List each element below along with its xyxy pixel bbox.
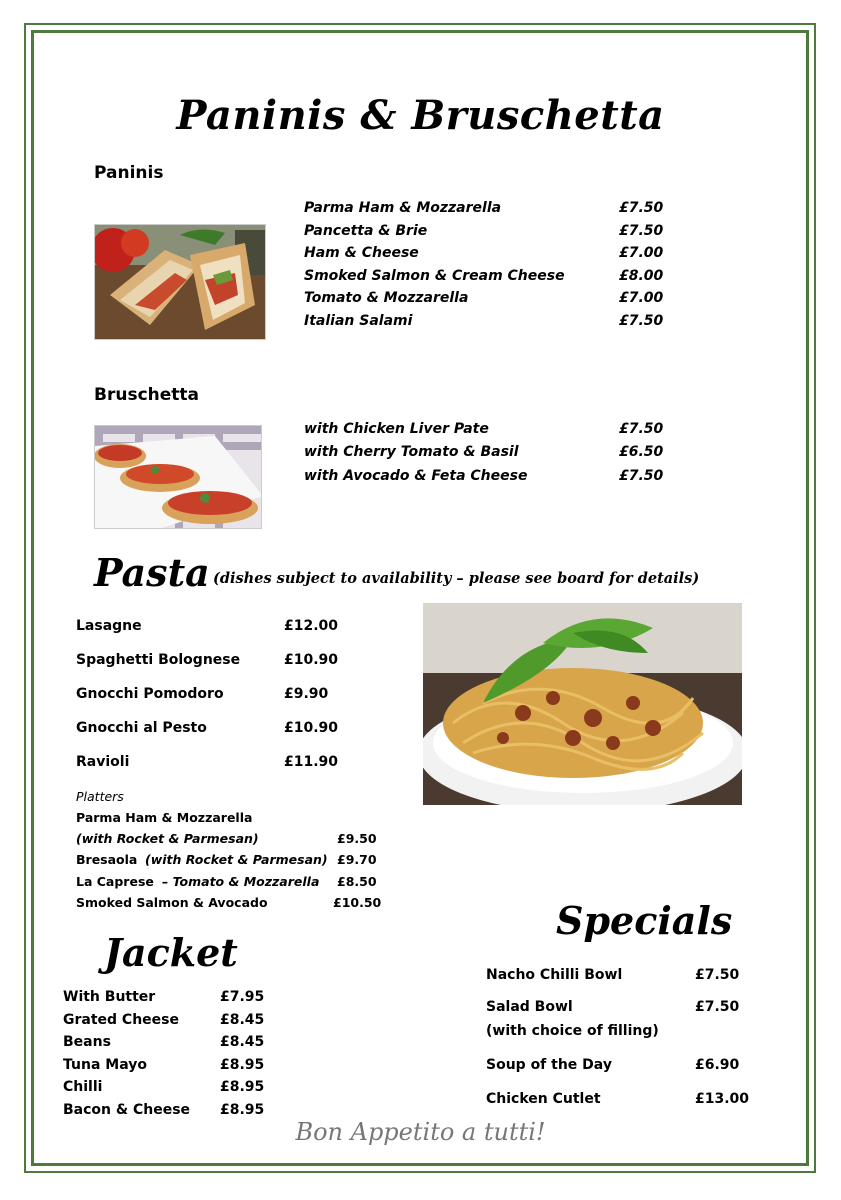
footer-tagline: Bon Appetito a tutti! xyxy=(295,1118,546,1146)
list-item: Chilli xyxy=(63,1079,103,1095)
list-item: Pancetta & Brie xyxy=(304,223,428,239)
list-item: Grated Cheese xyxy=(63,1012,179,1028)
pasta-note: (dishes subject to availability – please see board for details) xyxy=(213,570,700,587)
platter-item-price: £9.50 xyxy=(337,831,377,846)
platter-item-desc: – Tomato & Mozzarella xyxy=(162,874,320,889)
list-item-price: £7.00 xyxy=(619,290,664,306)
list-item: Smoked Salmon & Cream Cheese xyxy=(304,268,565,284)
specials-heading: Specials xyxy=(556,898,733,943)
platter-item-name: Parma Ham & Mozzarella xyxy=(76,810,253,825)
list-item: Spaghetti Bolognese xyxy=(76,652,241,668)
platters-heading: Platters xyxy=(76,789,124,804)
list-item: Nacho Chilli Bowl xyxy=(486,967,623,983)
platter-item-name: La Caprese xyxy=(76,874,154,889)
list-item-price: £7.95 xyxy=(220,989,265,1005)
page-title: Paninis & Bruschetta xyxy=(176,92,665,139)
list-item: Italian Salami xyxy=(304,313,413,329)
list-item: Tomato & Mozzarella xyxy=(304,290,469,306)
bruschetta-heading: Bruschetta xyxy=(94,385,199,405)
list-item: with Avocado & Feta Cheese xyxy=(304,468,528,484)
list-item-price: £7.50 xyxy=(619,421,664,437)
platter-item-desc: (with Rocket & Parmesan) xyxy=(145,852,328,867)
list-item: with Chicken Liver Pate xyxy=(304,421,489,437)
list-item: Tuna Mayo xyxy=(63,1057,147,1073)
list-item-price: £7.50 xyxy=(619,200,664,216)
jacket-heading: Jacket xyxy=(104,930,238,975)
list-item: Bacon & Cheese xyxy=(63,1102,191,1118)
platter-item-desc: (with Rocket & Parmesan) xyxy=(76,831,259,846)
list-item-price: £8.95 xyxy=(220,1079,265,1095)
platter-item-name: Smoked Salmon & Avocado xyxy=(76,895,268,910)
list-item-price: £7.50 xyxy=(695,999,740,1015)
list-item-price: £8.00 xyxy=(619,268,664,284)
list-item-price: £8.45 xyxy=(220,1034,265,1050)
list-item: Parma Ham & Mozzarella xyxy=(304,200,502,216)
list-item: Gnocchi al Pesto xyxy=(76,720,207,736)
list-item-price: £10.90 xyxy=(284,720,339,736)
list-item: Salad Bowl xyxy=(486,999,573,1015)
list-item-price: £7.50 xyxy=(695,967,740,983)
list-item-price: £12.00 xyxy=(284,618,339,634)
bruschetta-photo xyxy=(94,425,262,529)
list-item-price: £8.95 xyxy=(220,1102,265,1118)
list-item: Chicken Cutlet xyxy=(486,1091,601,1107)
list-item: Soup of the Day xyxy=(486,1057,612,1073)
spaghetti-photo xyxy=(423,603,742,805)
list-item: with Cherry Tomato & Basil xyxy=(304,444,519,460)
pasta-heading: Pasta xyxy=(94,550,210,595)
list-item-price: £7.50 xyxy=(619,313,664,329)
list-item-sub: (with choice of filling) xyxy=(486,1023,659,1039)
paninis-heading: Paninis xyxy=(94,163,164,183)
list-item: Gnocchi Pomodoro xyxy=(76,686,224,702)
list-item-price: £9.90 xyxy=(284,686,329,702)
list-item: Beans xyxy=(63,1034,111,1050)
platter-item-price: £10.50 xyxy=(333,895,382,910)
list-item-price: £7.00 xyxy=(619,245,664,261)
list-item: Ravioli xyxy=(76,754,130,770)
list-item: With Butter xyxy=(63,989,156,1005)
list-item: Ham & Cheese xyxy=(304,245,419,261)
list-item-price: £7.50 xyxy=(619,223,664,239)
panini-photo xyxy=(94,224,266,340)
platter-item-price: £9.70 xyxy=(337,852,377,867)
list-item-price: £10.90 xyxy=(284,652,339,668)
list-item-price: £13.00 xyxy=(695,1091,750,1107)
platter-item-price: £8.50 xyxy=(337,874,377,889)
list-item-price: £6.90 xyxy=(695,1057,740,1073)
list-item-price: £6.50 xyxy=(619,444,664,460)
list-item-price: £11.90 xyxy=(284,754,339,770)
list-item-price: £7.50 xyxy=(619,468,664,484)
list-item: Lasagne xyxy=(76,618,142,634)
list-item-price: £8.95 xyxy=(220,1057,265,1073)
platter-item-name: Bresaola xyxy=(76,852,138,867)
list-item-price: £8.45 xyxy=(220,1012,265,1028)
